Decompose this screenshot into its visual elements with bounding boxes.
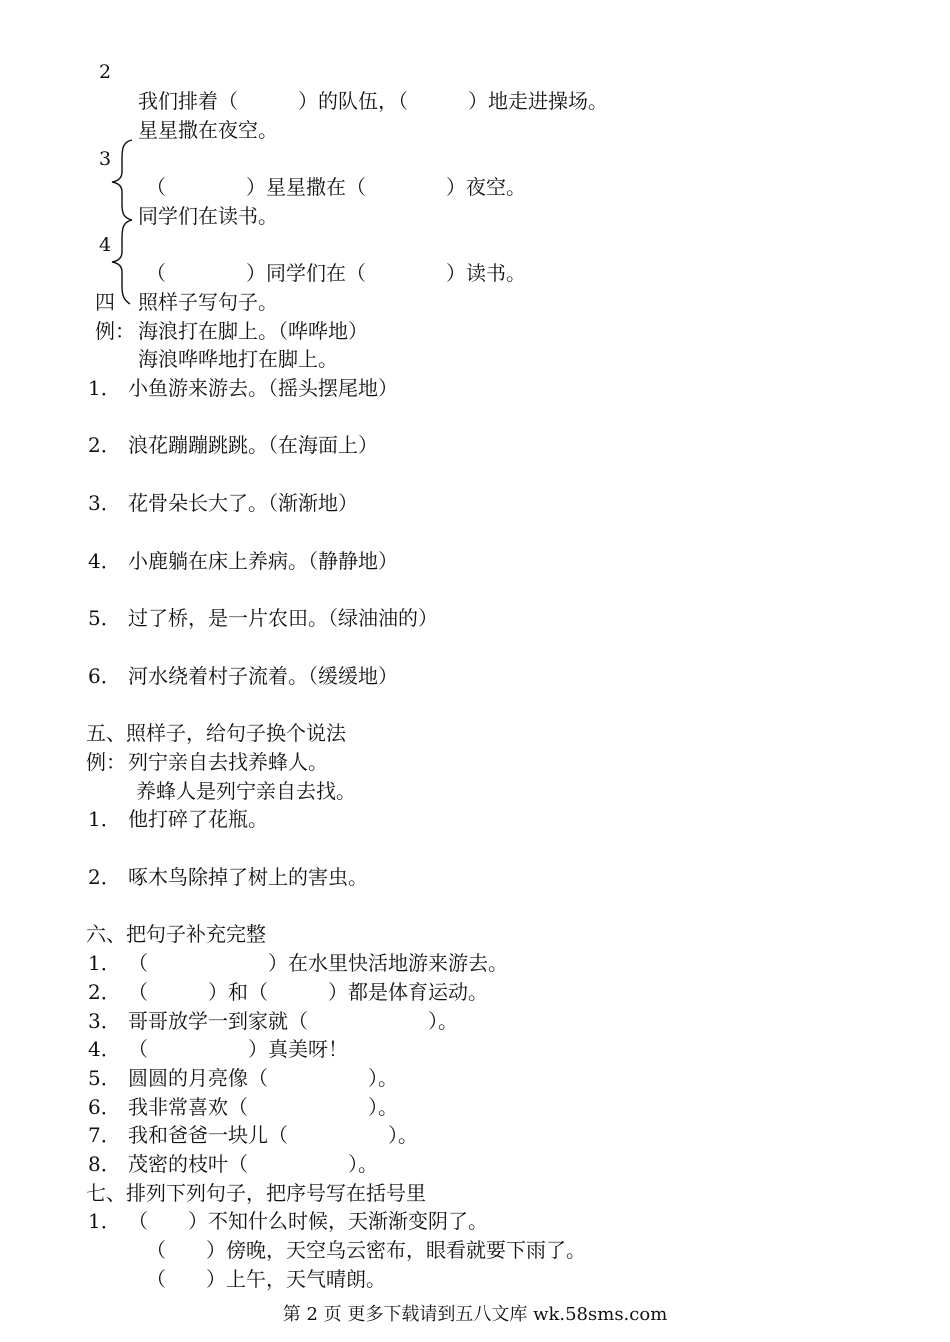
ordering-line: （ ）傍晚，天空乌云密布，眼看就要下雨了。 xyxy=(146,1238,586,1262)
item-text: （ ）在水里快活地游来游去。 xyxy=(128,951,508,975)
section-heading: 五、照样子，给句子换个说法 xyxy=(86,721,346,745)
item-text: 过了桥，是一片农田。（绿油油的） xyxy=(128,606,438,630)
question-number: 3 xyxy=(99,148,112,170)
item-text: 浪花蹦蹦跳跳。（在海面上） xyxy=(128,433,378,457)
given-sentence: 星星撒在夜空。 xyxy=(138,118,278,142)
item-number: 2． xyxy=(88,865,121,889)
item-text: 我非常喜欢（ ）。 xyxy=(128,1095,398,1119)
item-number: 1． xyxy=(88,376,121,400)
example-answer: 海浪哗哗地打在脚上。 xyxy=(138,347,338,371)
item-text: 我和爸爸一块儿（ ）。 xyxy=(128,1123,418,1147)
item-text: 啄木鸟除掉了树上的害虫。 xyxy=(128,865,368,889)
item-number: 7． xyxy=(88,1123,121,1147)
example-question: 列宁亲自去找养蜂人。 xyxy=(128,750,328,774)
section-heading: 照样子写句子。 xyxy=(138,290,278,314)
item-number: 2． xyxy=(88,433,121,457)
item-number: 1． xyxy=(88,807,121,831)
item-text: 花骨朵长大了。（渐渐地） xyxy=(128,491,358,515)
section-heading: 六、把句子补充完整 xyxy=(86,922,266,946)
curly-brace-icon xyxy=(108,138,138,308)
item-number: 6． xyxy=(88,664,121,688)
item-text: 哥哥放学一到家就（ ）。 xyxy=(128,1009,458,1033)
question-number: 2 xyxy=(99,61,112,83)
item-text: （ ）真美呀！ xyxy=(128,1037,348,1061)
item-number: 8． xyxy=(88,1152,121,1176)
given-sentence: 同学们在读书。 xyxy=(138,204,278,228)
section-number: 四 xyxy=(95,290,115,314)
example-label: 例： xyxy=(95,319,135,343)
item-text: 小鱼游来游去。（摇头摆尾地） xyxy=(128,376,398,400)
item-number: 3． xyxy=(88,491,121,515)
item-number: 2． xyxy=(88,980,121,1004)
fill-blank-sentence: 我们排着（ ）的队伍，（ ）地走进操场。 xyxy=(138,89,608,113)
fill-blank-sentence: （ ）同学们在（ ）读书。 xyxy=(146,261,526,285)
example-question: 海浪打在脚上。（哗哗地） xyxy=(138,319,368,343)
item-number: 5． xyxy=(88,1066,121,1090)
question-number: 4 xyxy=(99,234,112,256)
item-number: 4． xyxy=(88,549,121,573)
item-number: 5． xyxy=(88,606,121,630)
item-number: 3． xyxy=(88,1009,121,1033)
item-number: 4． xyxy=(88,1037,121,1061)
item-text: 小鹿躺在床上养病。（静静地） xyxy=(128,549,398,573)
item-text: （ ）和（ ）都是体育运动。 xyxy=(128,980,488,1004)
ordering-line: （ ）不知什么时候，天渐渐变阴了。 xyxy=(128,1209,488,1233)
item-number: 6． xyxy=(88,1095,121,1119)
fill-blank-sentence: （ ）星星撒在（ ）夜空。 xyxy=(146,175,526,199)
ordering-line: （ ）上午，天气晴朗。 xyxy=(146,1267,386,1291)
example-label: 例： xyxy=(86,750,126,774)
example-answer: 养蜂人是列宁亲自去找。 xyxy=(136,779,356,803)
item-text: 茂密的枝叶（ ）。 xyxy=(128,1152,378,1176)
item-text: 圆圆的月亮像（ ）。 xyxy=(128,1066,398,1090)
item-text: 河水绕着村子流着。（缓缓地） xyxy=(128,664,398,688)
item-number: 1． xyxy=(88,951,121,975)
item-text: 他打碎了花瓶。 xyxy=(128,807,268,831)
page-footer: 第 2 页 更多下载请到五八文库 wk.58sms.com xyxy=(282,1304,668,1325)
section-heading: 七、排列下列句子，把序号写在括号里 xyxy=(86,1181,426,1205)
item-number: 1． xyxy=(88,1209,121,1233)
